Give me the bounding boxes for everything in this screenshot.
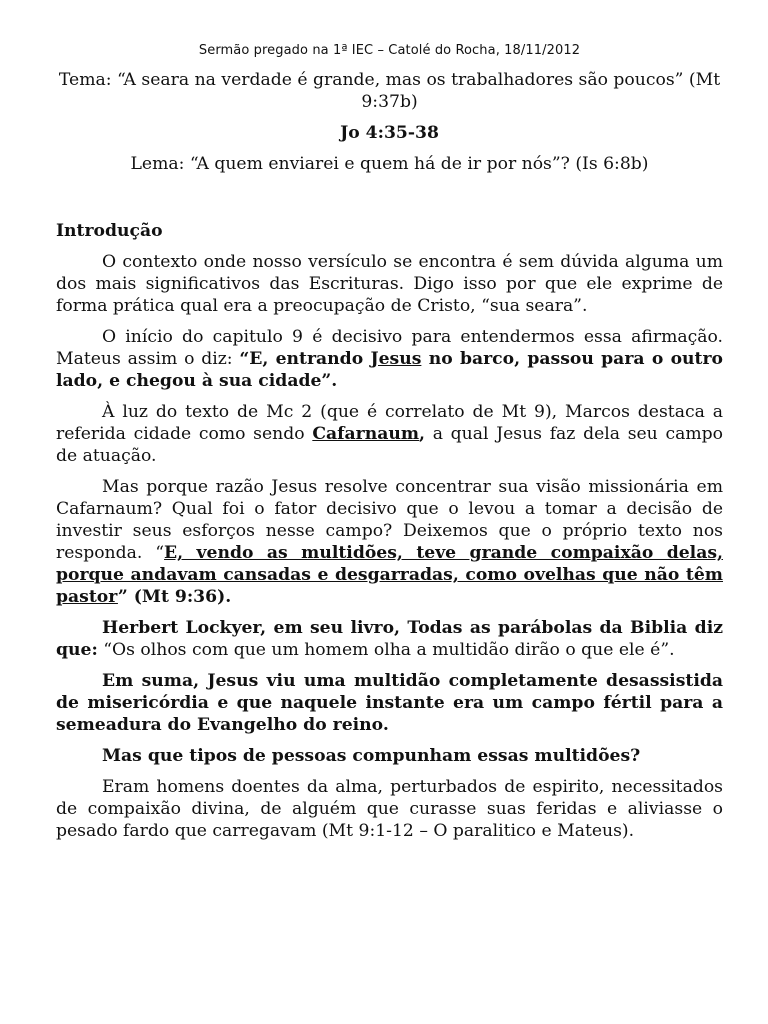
text-plain: O início do capitulo 9 é decisivo para entendermos essa afirmação. Mateus assim o diz: bbox=[56, 327, 723, 369]
text-plain: a qual Jesus faz dela seu campo de atuação. bbox=[56, 424, 723, 466]
lockyer-attribution: Herbert Lockyer, em seu livro, Todas as parábolas da Biblia diz que: bbox=[56, 618, 723, 660]
paragraph-summary: Em suma, Jesus viu uma multidão completamente desassistida de misericórdia e que naquele instante era um campo fértil para a semeadura do Evangelho do reino. bbox=[56, 671, 723, 735]
paragraph-context: O contexto onde nosso versículo se encontra é sem dúvida alguma um dos mais significativos das Escrituras. Digo isso por que ele exprime de forma prática qual era a preocupação de Cristo, “sua seara”. bbox=[56, 252, 723, 316]
city-emphasis bbox=[312, 424, 425, 444]
comma: , bbox=[419, 424, 426, 444]
paragraph-mark-two bbox=[56, 401, 723, 467]
sermon-info-line: Sermão pregado na 1ª IEC – Catolé do Rocha, 18/11/2012 bbox=[198, 43, 581, 58]
sermon-motto: Lema: “A quem enviarei e quem há de ir por nós”? (Is 6:8b) bbox=[130, 154, 649, 174]
text-plain: Mas porque razão Jesus resolve concentrar sua visão missionária em Cafarnaum? Qual foi o fator decisivo que o levou a tomar a decisão de investir seus esforços nesse campo? Deixemos que o próprio texto nos responda. “ bbox=[56, 477, 723, 563]
quote-citation: ” (Mt 9:36). bbox=[117, 587, 232, 607]
cafarnaum-underlined: Cafarnaum bbox=[312, 424, 420, 444]
sermon-theme: Tema: “A seara na verdade é grande, mas os trabalhadores são poucos” (Mt 9:37b) bbox=[58, 70, 721, 112]
quote-rest: no barco, passou para o outro lado, e chegou à sua cidade”. bbox=[56, 349, 724, 391]
paragraph-missionary-vision bbox=[56, 476, 723, 608]
section-title-introduction: Introdução bbox=[56, 221, 163, 241]
quote-open: “E, entrando bbox=[239, 349, 371, 369]
paragraph-people-description: Eram homens doentes da alma, perturbados de espirito, necessitados de compaixão divina, de alguém que curasse suas feridas e aliviasse o pesado fardo que carregavam (Mt 9:1-12 – O paralitico e Mateus). bbox=[56, 777, 723, 841]
jesus-underlined: Jesus bbox=[370, 349, 422, 369]
document-page bbox=[56, 0, 723, 842]
text-plain: À luz do texto de Mc 2 (que é correlato de Mt 9), Marcos destaca a referida cidade como sendo bbox=[56, 402, 723, 444]
scripture-reference: Jo 4:35-38 bbox=[340, 123, 439, 143]
quote-matthew-936: E, vendo as multidões, teve grande compaixão delas, porque andavam cansadas e desgarradas, como ovelhas que não têm pastor bbox=[56, 543, 723, 607]
paragraph-lockyer bbox=[56, 617, 723, 661]
paragraph-question: Mas que tipos de pessoas compunham essas multidões? bbox=[102, 746, 641, 766]
paragraph-chapter-nine bbox=[56, 326, 723, 392]
lockyer-quote: “Os olhos com que um homem olha a multidão dirão o que ele é”. bbox=[97, 640, 675, 660]
